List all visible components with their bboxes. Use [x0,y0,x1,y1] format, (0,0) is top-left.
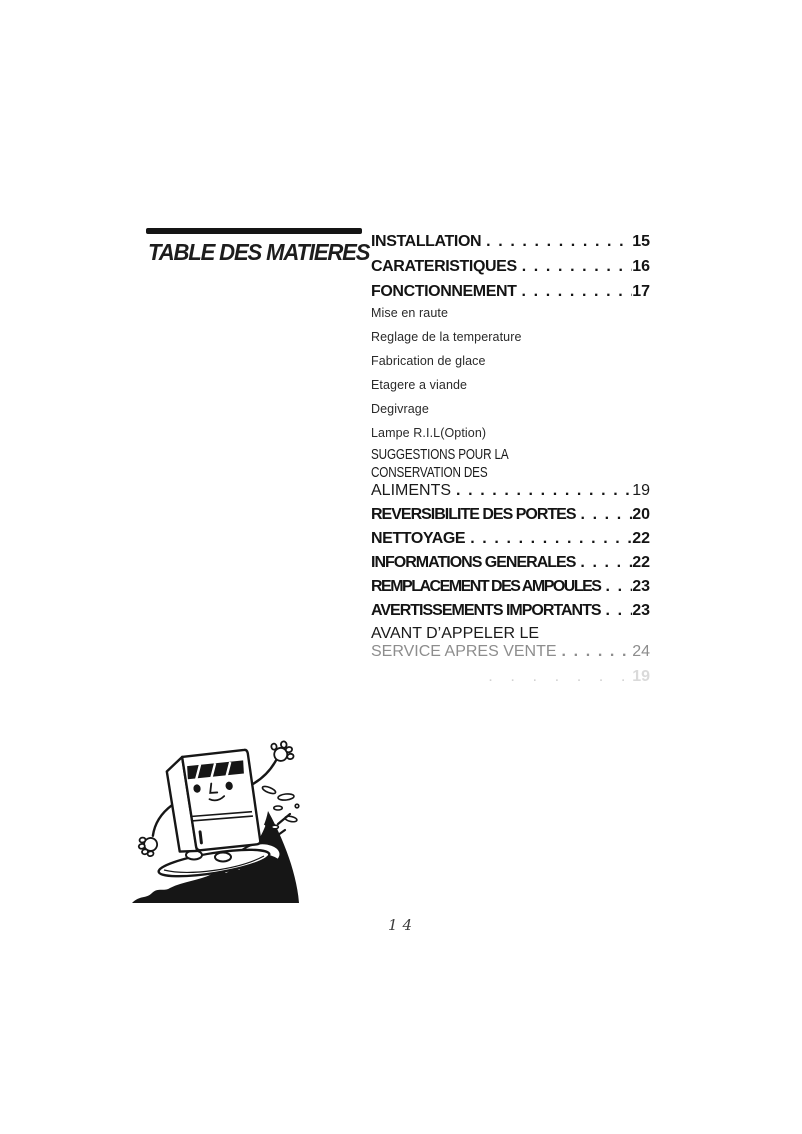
section-heading [146,228,370,266]
toc-entry-page: 23 [632,602,650,619]
toc-entry-label: ALIMENTS [371,482,452,499]
toc-sub-entry-label: Lampe R.I.L(Option) [371,426,487,440]
toc-entry-page: 20 [632,506,650,523]
toc-entry [371,602,650,620]
toc-sub-entry-label: Fabrication de glace [371,354,486,368]
toc-entry-label: INSTALLATION [371,233,482,250]
dot-leader [557,643,633,661]
toc-entry-page: 22 [632,554,650,571]
toc-entry-page: 23 [632,578,650,595]
toc-sub-entry-label: Degivrage [371,402,429,416]
toc-entry [371,446,650,500]
dot-leader [481,233,632,251]
toc-entry-label: CARATERISTIQUES [371,258,517,275]
toc-entry [371,233,650,251]
toc-sub-entry [371,402,650,416]
toc-entry [371,530,650,548]
fridge-surfing-illustration [128,740,306,908]
toc-entry [371,258,650,276]
toc-sub-entry [371,306,650,320]
toc-entry [371,578,650,596]
toc-entry-label: SERVICE APRES VENTE [371,643,557,660]
toc-sub-entry-label: Mise en raute [371,306,449,320]
toc-sub-entry [371,378,650,392]
toc-sub-entry [371,330,650,344]
toc-entry-label: FONCTIONNEMENT [371,283,517,300]
toc-entry-label: INFORMATIONS GENERALES [371,554,576,571]
toc-entry-label: SUGGESTIONS POUR LA CONSERVATION DES [371,446,508,481]
toc-entry [371,554,650,572]
toc-entry [371,283,650,301]
toc-entry-page: 22 [632,530,650,547]
toc-entry-label: NETTOYAGE [371,530,466,547]
toc-entry-label: REMPLACEMENT DES AMPOULES [371,578,601,595]
dot-leader [575,554,632,572]
dot-leader [465,530,632,548]
toc-sub-entry-label: Etagere a viande [371,378,468,392]
dot-leader [451,482,632,500]
dot-leader [517,283,633,301]
dot-leader [600,578,632,596]
toc-entry [371,506,650,524]
toc-entry-page: 24 [632,643,650,660]
right-arm [246,740,298,784]
dot-leader [517,258,632,276]
toc-entry-page: 19 [632,668,650,685]
heading-rule [146,228,362,234]
toc-entry [371,625,650,661]
toc-entry-label: REVERSIBILITE DES PORTES [371,506,576,523]
toc-entry-ghost-print [489,669,650,686]
toc-sub-entry-label: Reglage de la temperature [371,330,522,344]
toc-entry-page: 19 [632,482,650,499]
dot-leader [575,506,632,524]
page-number: 14 [388,916,418,934]
dot-leader [489,670,632,686]
table-of-contents [371,231,650,686]
fridge-surfing-svg [128,740,306,908]
dot-leader [601,602,633,620]
toc-entry-page: 17 [632,283,650,300]
toc-entry-label: AVERTISSEMENTS IMPORTANTS [371,602,601,619]
toc-entry-label: AVANT D’APPELER LE [371,625,540,642]
toc-entry-page: 15 [632,233,650,250]
toc-sub-entry [371,354,650,368]
toc-entry-page: 16 [632,258,650,275]
toc-sub-entry [371,426,650,440]
page-title: TABLE DES MATIERES [148,239,370,265]
